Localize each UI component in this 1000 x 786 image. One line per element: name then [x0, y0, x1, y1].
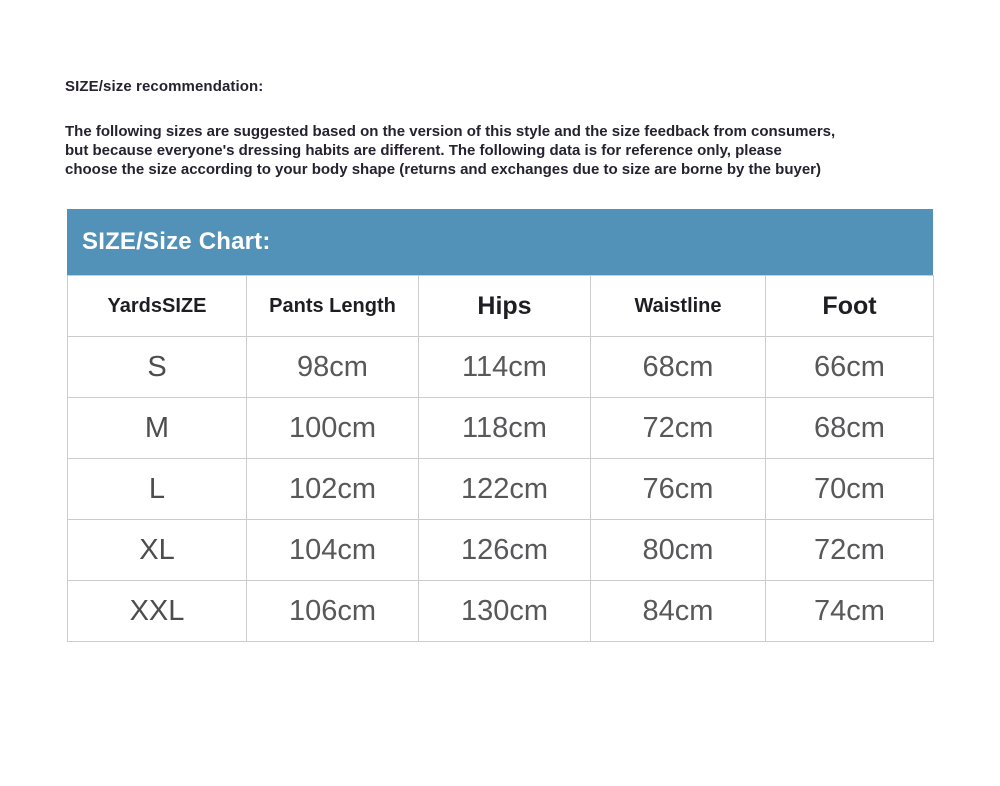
- table-row: [68, 337, 934, 398]
- size-chart-col-header: Pants Length: [247, 276, 419, 337]
- size-guide-page: [0, 78, 1000, 786]
- size-chart-banner-label: SIZE/Size Chart:: [82, 228, 271, 255]
- measurement-cell: 114cm: [419, 337, 591, 398]
- measurement-cell: 102cm: [247, 459, 419, 520]
- size-cell: XL: [68, 520, 247, 581]
- size-chart-col-header: Hips: [419, 276, 591, 337]
- size-recommendation-text: [65, 122, 940, 179]
- measurement-cell: 122cm: [419, 459, 591, 520]
- size-chart-col-header: YardsSIZE: [68, 276, 247, 337]
- size-recommendation-line: The following sizes are suggested based on the version of this style and the size feedback from consumers,: [65, 123, 836, 140]
- measurement-cell: 68cm: [591, 337, 766, 398]
- measurement-cell: 98cm: [247, 337, 419, 398]
- measurement-cell: 68cm: [766, 398, 934, 459]
- size-cell: S: [68, 337, 247, 398]
- size-cell: XXL: [68, 581, 247, 642]
- measurement-cell: 66cm: [766, 337, 934, 398]
- size-cell: M: [68, 398, 247, 459]
- measurement-cell: 118cm: [419, 398, 591, 459]
- measurement-cell: 70cm: [766, 459, 934, 520]
- size-recommendation-line: but because everyone's dressing habits are different. The following data is for reference only, please: [65, 142, 782, 159]
- measurement-cell: 84cm: [591, 581, 766, 642]
- size-cell: L: [68, 459, 247, 520]
- size-recommendation-line: choose the size according to your body shape (returns and exchanges due to size are borne by the buyer): [65, 161, 822, 178]
- measurement-cell: 106cm: [247, 581, 419, 642]
- measurement-cell: 74cm: [766, 581, 934, 642]
- measurement-cell: 130cm: [419, 581, 591, 642]
- measurement-cell: 72cm: [591, 398, 766, 459]
- table-row: [68, 520, 934, 581]
- table-row: [68, 398, 934, 459]
- measurement-cell: 76cm: [591, 459, 766, 520]
- size-chart-header-row: [68, 276, 934, 337]
- size-chart-banner: [67, 209, 933, 275]
- measurement-cell: 126cm: [419, 520, 591, 581]
- measurement-cell: 104cm: [247, 520, 419, 581]
- table-row: [68, 459, 934, 520]
- page-title: SIZE/size recommendation:: [65, 78, 264, 95]
- measurement-cell: 80cm: [591, 520, 766, 581]
- measurement-cell: 72cm: [766, 520, 934, 581]
- size-chart-col-header: Foot: [766, 276, 934, 337]
- size-chart-col-header: Waistline: [591, 276, 766, 337]
- table-row: [68, 581, 934, 642]
- size-chart-table: [67, 275, 934, 642]
- measurement-cell: 100cm: [247, 398, 419, 459]
